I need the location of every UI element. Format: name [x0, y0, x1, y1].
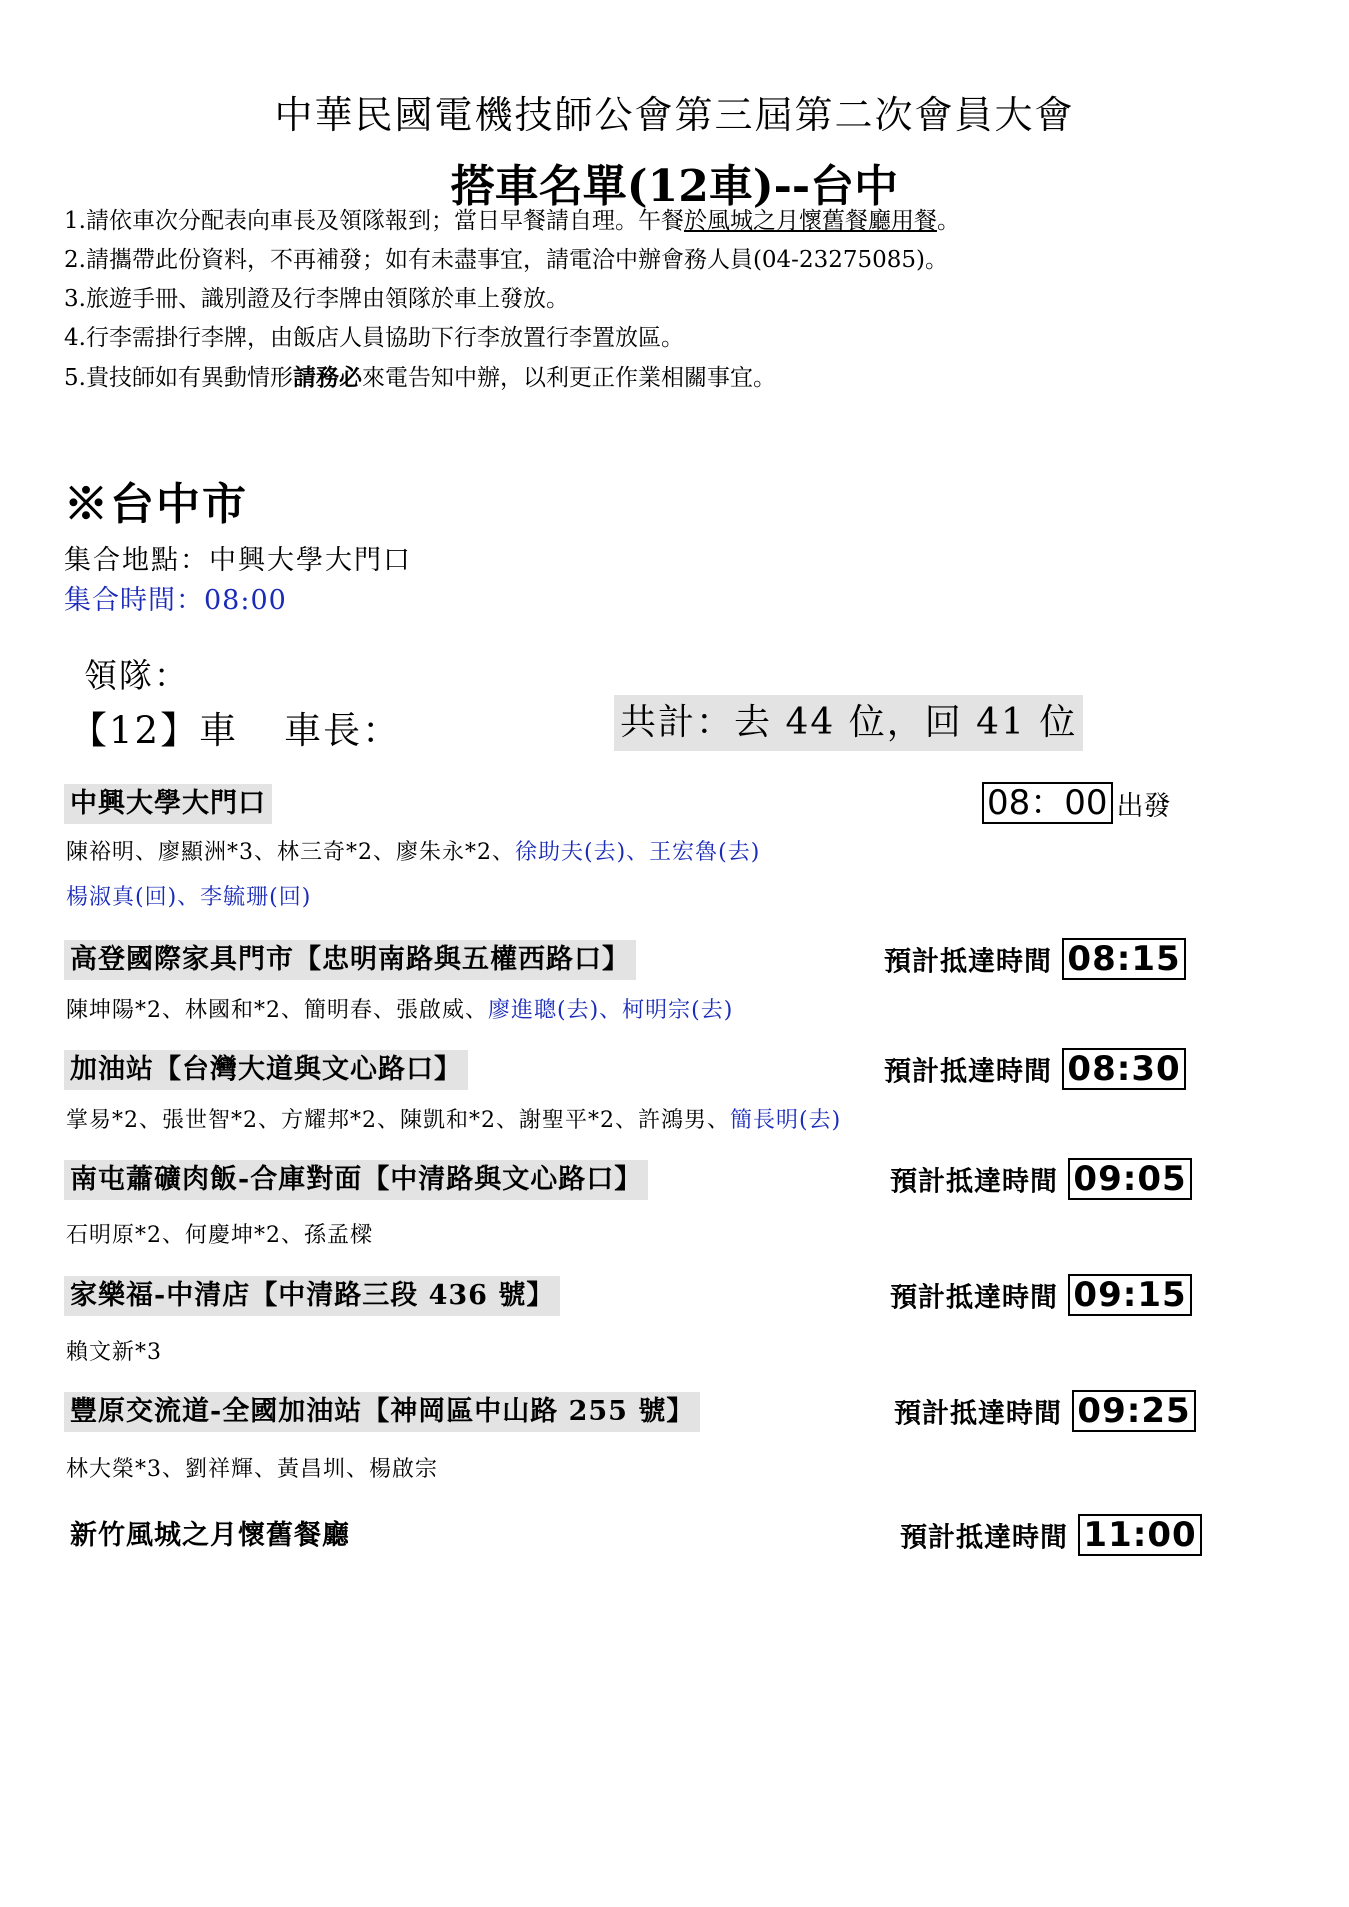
leader-label: 領隊：: [84, 656, 189, 695]
eta-time: 08:30: [1062, 1048, 1185, 1090]
stop-passengers-6: 林大榮*3、劉祥輝、黃昌圳、楊啟宗: [66, 1457, 438, 1482]
stop-passengers-5: 賴文新*3: [66, 1340, 162, 1365]
region-heading: ※台中市: [64, 479, 248, 530]
eta-time: 08:15: [1062, 938, 1185, 980]
bus-chief-label: 車長：: [284, 709, 402, 752]
stop-time-1: [982, 782, 1171, 824]
meeting-time: 集合時間：08:00: [64, 585, 287, 616]
note-1: 1.請依車次分配表向車長及領隊報到；當日早餐請自理。午餐於風城之月懷舊餐廳用餐。: [64, 208, 960, 234]
stop-passengers-3: 掌易*2、張世智*2、方耀邦*2、陳凱和*2、謝聖平*2、許鴻男、簡長明(去): [66, 1108, 842, 1133]
passenger-total: 共計：去 44 位，回 41 位: [614, 695, 1083, 751]
departure-suffix: 出發: [1116, 790, 1171, 822]
eta-time: 09:15: [1068, 1274, 1191, 1316]
note-2: 2.請攜帶此份資料，不再補發；如有未盡事宜，請電洽中辦會務人員(04-23275085)。: [64, 247, 948, 273]
stop-name-7: 新竹風城之月懷舊餐廳: [70, 1520, 350, 1551]
stop-passengers-1b: 楊淑真(回)、李毓珊(回): [66, 885, 312, 910]
eta-time: 11:00: [1078, 1514, 1201, 1556]
stop-name-6: 豐原交流道-全國加油站【神岡區中山路 255 號】: [64, 1392, 700, 1432]
stop-name-4: 南屯蕭礦肉飯-合庫對面【中清路與文心路口】: [64, 1160, 648, 1200]
stop-eta-5: 預計抵達時間 09:15: [890, 1274, 1192, 1316]
stop-eta-6: 預計抵達時間 09:25: [894, 1390, 1196, 1432]
bus-line: [70, 700, 401, 754]
stop-eta-2: 預計抵達時間 08:15: [884, 938, 1186, 980]
departure-time: 08：00: [982, 782, 1113, 824]
stop-name-1: 中興大學大門口: [64, 784, 272, 824]
document-subtitle: 搭車名單(12車)--台中: [450, 161, 899, 212]
stop-eta-4: 預計抵達時間 09:05: [890, 1158, 1192, 1200]
eta-time: 09:25: [1072, 1390, 1195, 1432]
stop-name-2: 高登國際家具門市【忠明南路與五權西路口】: [64, 940, 636, 980]
stop-eta-7: 預計抵達時間 11:00: [900, 1514, 1202, 1556]
bus-number: 【12】車: [70, 709, 239, 752]
stop-passengers-1: 陳裕明、廖顯洲*3、林三奇*2、廖朱永*2、徐助夫(去)、王宏魯(去): [66, 840, 761, 865]
note-4: 4.行李需掛行李牌，由飯店人員協助下行李放置行李置放區。: [64, 325, 684, 351]
stop-name-3: 加油站【台灣大道與文心路口】: [64, 1050, 468, 1090]
eta-time: 09:05: [1068, 1158, 1191, 1200]
stop-eta-3: 預計抵達時間 08:30: [884, 1048, 1186, 1090]
document-title: 中華民國電機技師公會第三屆第二次會員大會: [274, 93, 1075, 137]
stop-passengers-4: 石明原*2、何慶坤*2、孫孟樑: [66, 1223, 373, 1248]
notes-list: [64, 202, 960, 398]
stop-name-5: 家樂福-中清店【中清路三段 436 號】: [64, 1276, 560, 1316]
note-5: 5.貴技師如有異動情形請務必來電告知中辦，以利更正作業相關事宜。: [64, 364, 776, 391]
meeting-place: 集合地點：中興大學大門口: [64, 545, 412, 576]
stop-passengers-2: 陳坤陽*2、林國和*2、簡明春、張啟威、廖進聰(去)、柯明宗(去): [66, 998, 734, 1023]
note-3: 3.旅遊手冊、識別證及行李牌由領隊於車上發放。: [64, 286, 569, 312]
